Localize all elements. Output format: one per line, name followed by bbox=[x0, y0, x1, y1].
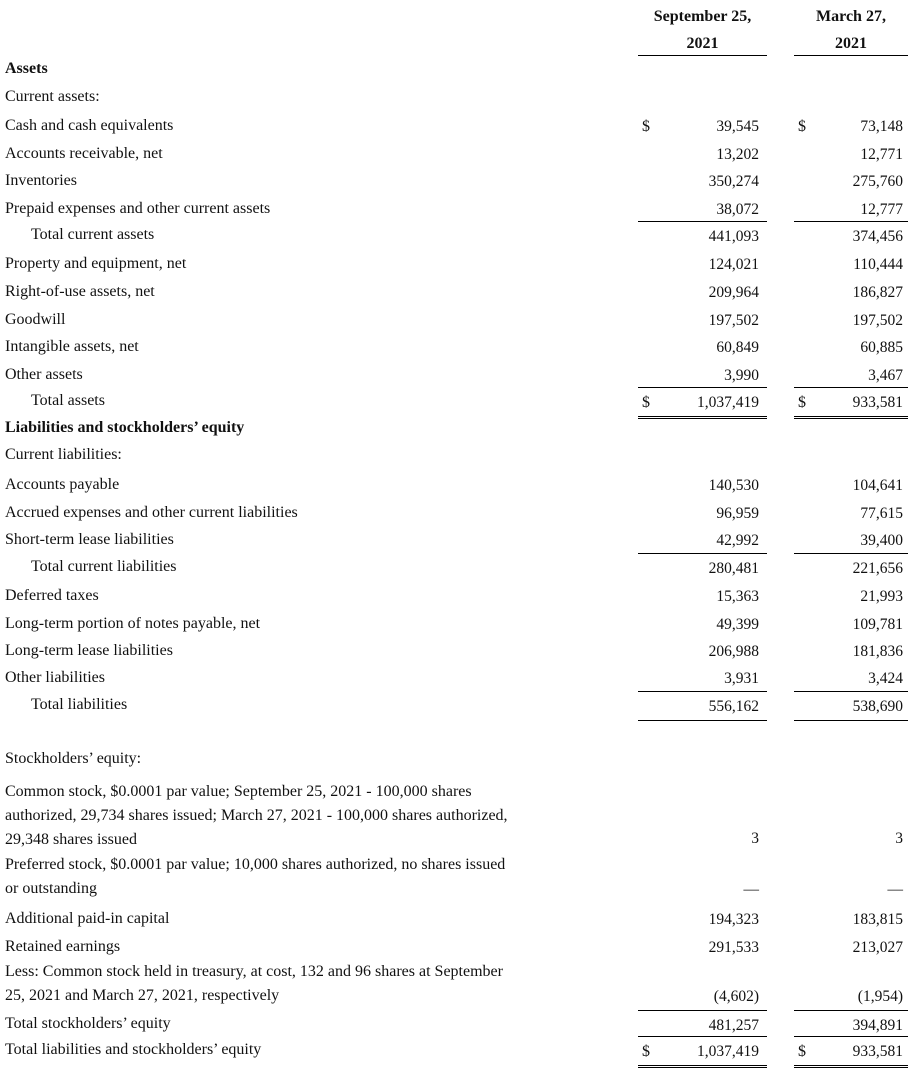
row-label-line: Common stock, $0.0001 par value; September 25, 2021 - 100,000 shares bbox=[5, 783, 472, 800]
amount: 181,836 bbox=[852, 643, 903, 660]
value-cell-sep-2021 bbox=[638, 279, 767, 306]
value-cell-mar-2021 bbox=[794, 934, 908, 961]
row-label-line: 25, 2021 and March 27, 2021, respectively bbox=[5, 987, 280, 1004]
amount: 3,990 bbox=[724, 367, 759, 384]
row-label bbox=[5, 780, 508, 852]
value-cell-sep-2021 bbox=[638, 1010, 767, 1039]
value-cell-sep-2021 bbox=[638, 906, 767, 933]
amount: 140,530 bbox=[708, 477, 759, 494]
amount: 3,467 bbox=[868, 367, 903, 384]
amount: 275,760 bbox=[852, 173, 903, 190]
amount: 194,323 bbox=[708, 911, 759, 928]
value-cell-mar-2021 bbox=[794, 665, 908, 692]
value-cell-sep-2021 bbox=[638, 665, 767, 692]
amount: 12,771 bbox=[860, 146, 903, 163]
value-cell-sep-2021 bbox=[638, 638, 767, 665]
value-cell-mar-2021 bbox=[794, 279, 908, 306]
amount: 280,481 bbox=[708, 560, 759, 577]
amount: 3,424 bbox=[868, 670, 903, 687]
amount: 374,456 bbox=[852, 228, 903, 245]
amount: 3 bbox=[751, 830, 759, 847]
amount: 538,690 bbox=[852, 698, 903, 715]
amount: 73,148 bbox=[860, 118, 903, 135]
table-row-accrued-expenses-and-other-current-liabi bbox=[0, 500, 908, 527]
value-cell-sep-2021 bbox=[638, 960, 767, 1010]
table-row-total-stockholders-equity bbox=[0, 1010, 908, 1038]
amount: 12,777 bbox=[860, 201, 903, 218]
value-cell-mar-2021 bbox=[794, 307, 908, 334]
row-label: Accrued expenses and other current liabilities bbox=[5, 504, 298, 521]
column-header-line: 2021 bbox=[835, 35, 867, 52]
row-label: Cash and cash equivalents bbox=[5, 117, 174, 134]
amount: (1,954) bbox=[857, 988, 903, 1005]
table-row-right-of-use-assets-net bbox=[0, 279, 908, 306]
value-cell-sep-2021 bbox=[638, 500, 767, 527]
row-label: Short-term lease liabilities bbox=[5, 531, 174, 548]
row-label: Intangible assets, net bbox=[5, 338, 139, 355]
row-label-line: Preferred stock, $0.0001 par value; 10,000 shares authorized, no shares issued bbox=[5, 856, 506, 873]
row-label: Stockholders’ equity: bbox=[5, 750, 142, 767]
table-row-retained-earnings bbox=[0, 934, 908, 961]
value-cell-mar-2021 bbox=[794, 1010, 908, 1039]
amount: 221,656 bbox=[852, 560, 903, 577]
amount: 197,502 bbox=[852, 312, 903, 329]
table-row-prepaid-expenses-and-other-current-asset bbox=[0, 196, 908, 223]
table-row-total-liabilities-and-stockholders-equit bbox=[0, 1036, 908, 1064]
value-cell-sep-2021 bbox=[638, 196, 767, 223]
row-label: Accounts payable bbox=[5, 476, 120, 493]
amount: — bbox=[887, 881, 903, 898]
table-row-long-term-lease-liabilities bbox=[0, 638, 908, 665]
table-row-stockholders-equity bbox=[0, 748, 908, 773]
value-cell-mar-2021 bbox=[794, 168, 908, 195]
table-row-total-liabilities bbox=[0, 691, 908, 719]
row-label: Total liabilities and stockholders’ equity bbox=[5, 1041, 262, 1058]
amount: 3 bbox=[895, 830, 903, 847]
amount: 38,072 bbox=[716, 201, 759, 218]
table-row-additional-paid-in-capital bbox=[0, 906, 908, 933]
row-label: Property and equipment, net bbox=[5, 255, 187, 272]
amount: (4,602) bbox=[713, 988, 759, 1005]
amount: 481,257 bbox=[708, 1017, 759, 1034]
row-label: Goodwill bbox=[5, 311, 66, 328]
table-row-total-assets bbox=[0, 387, 908, 415]
value-cell-mar-2021 bbox=[794, 472, 908, 499]
currency-symbol: $ bbox=[798, 394, 806, 411]
value-cell-sep-2021 bbox=[638, 251, 767, 278]
amount: 39,545 bbox=[716, 118, 759, 135]
column-header-march-2021 bbox=[794, 3, 908, 57]
value-cell-mar-2021 bbox=[794, 500, 908, 527]
amount: 21,993 bbox=[860, 588, 903, 605]
table-row-less-common-stock-held-in-treasury-at-co bbox=[0, 960, 908, 1010]
value-cell-mar-2021 bbox=[794, 221, 908, 250]
table-row-assets bbox=[0, 58, 908, 83]
table-row-cash-and-cash-equivalents bbox=[0, 113, 908, 140]
value-cell-sep-2021 bbox=[638, 691, 767, 721]
currency-symbol: $ bbox=[642, 1043, 650, 1060]
value-cell-sep-2021 bbox=[638, 1036, 767, 1068]
table-row-total-current-liabilities bbox=[0, 553, 908, 581]
value-cell-mar-2021 bbox=[794, 853, 908, 903]
row-label: Retained earnings bbox=[5, 938, 121, 955]
amount: 3,931 bbox=[724, 670, 759, 687]
amount: 49,399 bbox=[716, 616, 759, 633]
currency-symbol: $ bbox=[798, 1043, 806, 1060]
amount: 15,363 bbox=[716, 588, 759, 605]
amount: 60,849 bbox=[716, 339, 759, 356]
value-cell-sep-2021 bbox=[638, 307, 767, 334]
row-label-line: Less: Common stock held in treasury, at cost, 132 and 96 shares at September bbox=[5, 963, 503, 980]
amount: 13,202 bbox=[716, 146, 759, 163]
table-row-property-and-equipment-net bbox=[0, 251, 908, 278]
amount: 206,988 bbox=[708, 643, 759, 660]
value-cell-mar-2021 bbox=[794, 113, 908, 140]
value-cell-mar-2021 bbox=[794, 527, 908, 554]
value-cell-mar-2021 bbox=[794, 638, 908, 665]
row-label-line: authorized, 29,734 shares issued; March 27, 2021 - 100,000 shares authorized, bbox=[5, 807, 508, 824]
value-cell-sep-2021 bbox=[638, 527, 767, 554]
table-row-accounts-payable bbox=[0, 472, 908, 499]
row-label: Right-of-use assets, net bbox=[5, 283, 155, 300]
table-row-short-term-lease-liabilities bbox=[0, 527, 908, 554]
amount: 60,885 bbox=[860, 339, 903, 356]
table-row-goodwill bbox=[0, 307, 908, 334]
row-label: Total current assets bbox=[31, 226, 155, 243]
table-row-current-liabilities bbox=[0, 444, 908, 469]
value-cell-sep-2021 bbox=[638, 934, 767, 961]
table-row-accounts-receivable-net bbox=[0, 141, 908, 168]
table-row-intangible-assets-net bbox=[0, 334, 908, 361]
value-cell-mar-2021 bbox=[794, 141, 908, 168]
table-row-long-term-portion-of-notes-payable-net bbox=[0, 611, 908, 638]
value-cell-mar-2021 bbox=[794, 780, 908, 852]
table-row-other-assets bbox=[0, 362, 908, 389]
column-header-underline bbox=[638, 55, 767, 56]
column-header-line: September 25, bbox=[653, 8, 752, 25]
amount: 39,400 bbox=[860, 532, 903, 549]
value-cell-mar-2021 bbox=[794, 362, 908, 389]
value-cell-sep-2021 bbox=[638, 853, 767, 903]
row-label: Total stockholders’ equity bbox=[5, 1015, 171, 1032]
currency-symbol: $ bbox=[642, 118, 650, 135]
table-row-inventories bbox=[0, 168, 908, 195]
value-cell-sep-2021 bbox=[638, 387, 767, 419]
amount: 96,959 bbox=[716, 505, 759, 522]
row-label: Inventories bbox=[5, 172, 77, 189]
row-label: Long-term portion of notes payable, net bbox=[5, 615, 261, 632]
amount: 1,037,419 bbox=[697, 1043, 759, 1060]
amount: 42,992 bbox=[716, 532, 759, 549]
row-label-line: 29,348 shares issued bbox=[5, 831, 137, 848]
value-cell-sep-2021 bbox=[638, 553, 767, 582]
value-cell-sep-2021 bbox=[638, 113, 767, 140]
amount: — bbox=[743, 881, 759, 898]
column-header-underline bbox=[794, 55, 908, 56]
value-cell-mar-2021 bbox=[794, 553, 908, 582]
value-cell-sep-2021 bbox=[638, 168, 767, 195]
value-cell-sep-2021 bbox=[638, 611, 767, 638]
value-cell-mar-2021 bbox=[794, 387, 908, 419]
amount: 110,444 bbox=[853, 256, 903, 273]
row-label: Prepaid expenses and other current assets bbox=[5, 200, 271, 217]
amount: 441,093 bbox=[708, 228, 759, 245]
value-cell-sep-2021 bbox=[638, 334, 767, 361]
row-label: Total assets bbox=[31, 392, 105, 409]
amount: 77,615 bbox=[860, 505, 903, 522]
row-label: Other assets bbox=[5, 366, 83, 383]
value-cell-sep-2021 bbox=[638, 780, 767, 852]
amount: 394,891 bbox=[852, 1017, 903, 1034]
row-label: Current liabilities: bbox=[5, 446, 122, 463]
amount: 1,037,419 bbox=[697, 394, 759, 411]
amount: 197,502 bbox=[708, 312, 759, 329]
currency-symbol: $ bbox=[798, 118, 806, 135]
value-cell-sep-2021 bbox=[638, 221, 767, 250]
row-label: Liabilities and stockholders’ equity bbox=[5, 419, 245, 436]
currency-symbol: $ bbox=[642, 394, 650, 411]
column-header-line: March 27, bbox=[816, 8, 886, 25]
amount: 109,781 bbox=[852, 616, 903, 633]
row-label bbox=[5, 853, 505, 901]
row-label: Additional paid-in capital bbox=[5, 910, 170, 927]
table-row-deferred-taxes bbox=[0, 583, 908, 610]
amount: 556,162 bbox=[708, 698, 759, 715]
row-label: Total liabilities bbox=[31, 696, 128, 713]
amount: 186,827 bbox=[852, 284, 903, 301]
table-row-liabilities-and-stockholders-equity bbox=[0, 417, 908, 442]
row-label: Deferred taxes bbox=[5, 587, 99, 604]
amount: 104,641 bbox=[852, 477, 903, 494]
value-cell-mar-2021 bbox=[794, 960, 908, 1010]
value-cell-mar-2021 bbox=[794, 906, 908, 933]
row-label: Assets bbox=[5, 60, 48, 77]
amount: 213,027 bbox=[852, 939, 903, 956]
value-cell-mar-2021 bbox=[794, 691, 908, 721]
value-cell-mar-2021 bbox=[794, 196, 908, 223]
value-cell-mar-2021 bbox=[794, 611, 908, 638]
amount: 350,274 bbox=[708, 173, 759, 190]
column-header-line: 2021 bbox=[686, 35, 719, 52]
amount: 291,533 bbox=[708, 939, 759, 956]
row-label-line: or outstanding bbox=[5, 880, 97, 897]
value-cell-sep-2021 bbox=[638, 472, 767, 499]
row-label: Other liabilities bbox=[5, 669, 105, 686]
value-cell-mar-2021 bbox=[794, 1036, 908, 1068]
amount: 124,021 bbox=[708, 256, 759, 273]
amount: 209,964 bbox=[708, 284, 759, 301]
value-cell-sep-2021 bbox=[638, 583, 767, 610]
value-cell-mar-2021 bbox=[794, 583, 908, 610]
table-row-common-stock-0-0001-par-value-september- bbox=[0, 780, 908, 852]
table-row-other-liabilities bbox=[0, 665, 908, 692]
amount: 183,815 bbox=[852, 911, 903, 928]
amount: 933,581 bbox=[852, 1043, 903, 1060]
value-cell-sep-2021 bbox=[638, 141, 767, 168]
row-label: Accounts receivable, net bbox=[5, 145, 163, 162]
row-label bbox=[5, 960, 503, 1008]
table-row-current-assets bbox=[0, 86, 908, 111]
table-row-total-current-assets bbox=[0, 221, 908, 249]
value-cell-sep-2021 bbox=[638, 362, 767, 389]
table-row-preferred-stock-0-0001-par-value-10-000- bbox=[0, 853, 908, 903]
value-cell-mar-2021 bbox=[794, 334, 908, 361]
row-label: Long-term lease liabilities bbox=[5, 642, 173, 659]
row-label: Current assets: bbox=[5, 88, 100, 105]
amount: 933,581 bbox=[852, 394, 903, 411]
row-label: Total current liabilities bbox=[31, 558, 177, 575]
column-header-september-2021 bbox=[638, 3, 767, 57]
value-cell-mar-2021 bbox=[794, 251, 908, 278]
